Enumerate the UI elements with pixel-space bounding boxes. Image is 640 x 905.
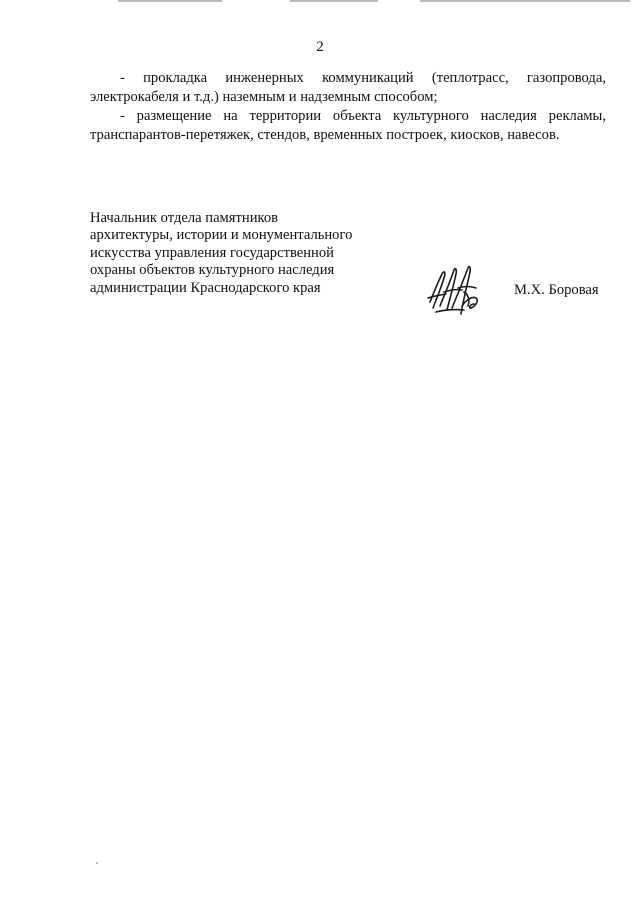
- handwritten-signature: [424, 262, 484, 320]
- position-line: искусства управления государственной: [90, 244, 334, 261]
- position-line: архитектуры, истории и монументального: [90, 227, 353, 244]
- position-line: администрации Краснодарского края: [90, 279, 321, 296]
- signature-block: [90, 210, 610, 320]
- scan-edge-marks: [0, 0, 640, 6]
- paragraph-advertising: - размещение на территории объекта культурного наследия рекламы, транспарантов-перетяжек, стендов, временных построек, киосков, навесов.: [90, 108, 606, 143]
- body-text: [90, 69, 606, 145]
- signer-name: М.Х. Боровая: [514, 282, 599, 298]
- position-line: Начальник отдела памятников: [90, 210, 279, 226]
- signer-position-title: [90, 210, 390, 297]
- position-line: охраны объектов культурного наследия: [90, 262, 335, 279]
- paragraph-utilities: - прокладка инженерных коммуникаций (теплотрасс, газопровода, электрокабеля и т.д.) наземным и надземным способом;: [90, 70, 606, 105]
- scan-artifact-dot: [96, 862, 98, 864]
- page-number: 2: [316, 39, 324, 55]
